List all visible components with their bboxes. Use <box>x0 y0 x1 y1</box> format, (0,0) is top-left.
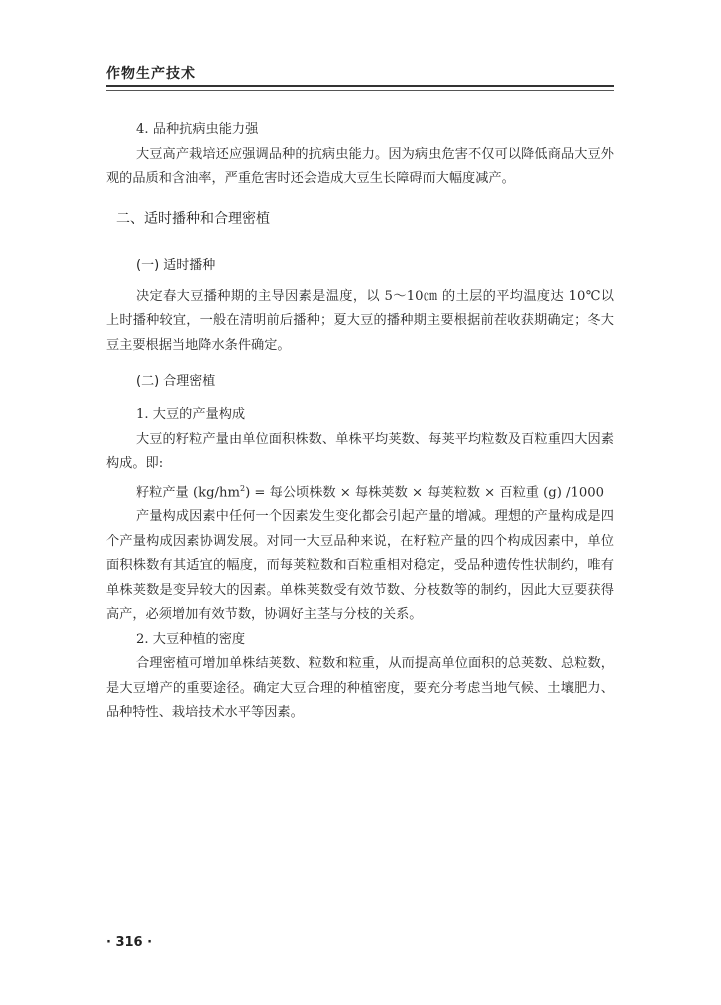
item1-paragraph-2: 产量构成因素中任何一个因素发生变化都会引起产量的增减。理想的产量构成是四个产量构成因素协调发展。对同一大豆品种来说，在籽粒产量的四个构成因素中，单位面积株数有其适宜的幅度，而每荚粒数和百粒重相对稳定，受品种遗传性状制约，唯有单株荚数是变异较大的因素。单株荚数受有效节数、分枝数等的制约，因此大豆要获得高产，必须增加有效节数，协调好主茎与分枝的关系。 <box>106 509 614 623</box>
item4-paragraph: 大豆高产栽培还应强调品种的抗病虫能力。因为病虫危害不仅可以降低商品大豆外观的品质和含油率，严重危害时还会造成大豆生长障碍而大幅度减产。 <box>106 146 614 186</box>
running-header-title: 作物生产技术 <box>106 66 196 82</box>
item2-title: 2. 大豆种植的密度 <box>136 631 246 647</box>
yield-formula <box>106 477 614 506</box>
item4-title: 4. 品种抗病虫能力强 <box>136 122 259 137</box>
subsection1-paragraph: 决定春大豆播种期的主导因素是温度，以 5～10㎝ 的土层的平均温度达 10℃以上时播种较宜，一般在清明前后播种；夏大豆的播种期主要根据前茬收获期确定；冬大豆主要根据当地降水条件确定。 <box>106 288 614 353</box>
item2-paragraph: 合理密植可增加单株结荚数、粒数和粒重，从而提高单位面积的总荚数、总粒数，是大豆增产的重要途径。确定大豆合理的种植密度，要充分考虑当地气候、土壤肥力、品种特性、栽培技术水平等因素。 <box>106 656 614 721</box>
page-content <box>106 118 614 726</box>
page-number: · 316 · <box>106 935 153 950</box>
formula-suffix: ) = 每公顷株数 × 每株荚数 × 每荚粒数 × 百粒重 (g) /1000 <box>245 484 605 500</box>
subsection2-heading: (二) 合理密植 <box>136 374 216 389</box>
header-rule-thin <box>106 90 614 91</box>
item1-paragraph: 大豆的籽粒产量由单位面积株数、单株平均荚数、每荚平均粒数及百粒重四大因素构成。即: <box>106 431 614 471</box>
section2-heading: 二、适时播种和合理密植 <box>116 210 270 227</box>
formula-prefix: 籽粒产量 (kg/hm <box>136 484 240 500</box>
header-rule-thick <box>106 85 614 87</box>
item1-title: 1. 大豆的产量构成 <box>136 407 246 422</box>
formula-superscript: 2 <box>239 483 246 493</box>
subsection1-heading: (一) 适时播种 <box>136 257 216 273</box>
